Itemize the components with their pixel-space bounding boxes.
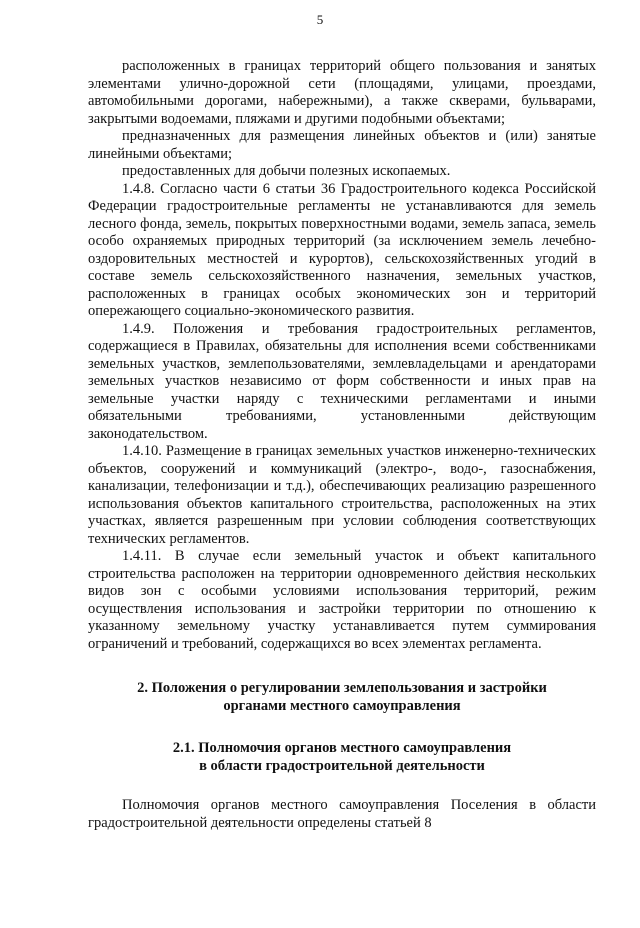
page-number: 5	[316, 12, 324, 27]
paragraph-1-4-11: 1.4.11. В случае если земельный участок и объект капитального строительства расположен на территории одновременного действия нескольких видов зон с особыми условиями использования территорий, режим осуществления использования и застройки территории по отношению к указанному земельному участку устанавливается путем суммирования ограничений и требований, содержащихся во всех элементах регламента.	[88, 548, 596, 652]
paragraph-powers: Полномочия органов местного самоуправления Поселения в области градостроительной деятельности определены статьей 8	[88, 797, 596, 831]
document-body	[88, 58, 596, 832]
section-2-heading-line2: органами местного самоуправления	[223, 697, 461, 714]
section-2-1-heading-line2: в области градостроительной деятельности	[199, 757, 485, 774]
section-2-heading-line1: 2. Положения о регулировании землепользования и застройки	[137, 680, 547, 696]
section-2-heading	[88, 680, 596, 715]
paragraph-1-4-8: 1.4.8. Согласно части 6 статьи 36 Градостроительного кодекса Российской Федерации градостроительные регламенты не устанавливаются для земель лесного фонда, земель, покрытых поверхностными водами, земель запаса, земель особо охраняемых природных территорий (за исключением земель лечебно-оздоровительных местностей и курортов), сельскохозяйственных угодий в составе земель сельскохозяйственного назначения, земельных участков, расположенных в границах особых экономических зон и территорий опережающего социально-экономического развития.	[88, 180, 596, 319]
paragraph-1-4-10: 1.4.10. Размещение в границах земельных участков инженерно-технических объектов, сооружений и коммуникаций (электро-, водо-, газоснабжения, канализации, телефонизации и т.д.), обеспечивающих реализацию разрешенного использования объектов капитального строительства, расположенных на этих участках, является разрешенным при условии соблюдения соответствующих технических регламентов.	[88, 443, 596, 547]
paragraph-public-territories: расположенных в границах территорий общего пользования и занятых элементами улично-дорожной сети (площадями, улицами, проездами, автомобильными дорогами, набережными), а также скверами, бульварами, закрытыми водоемами, пляжами и другими подобными объектами;	[88, 58, 596, 127]
paragraph-mineral-extraction: предоставленных для добычи полезных ископаемых.	[122, 163, 451, 179]
section-2-1-heading-line1: 2.1. Полномочия органов местного самоуправления	[172, 740, 512, 756]
paragraph-linear-objects: предназначенных для размещения линейных объектов и (или) занятые линейными объектами;	[88, 128, 596, 162]
paragraph-1-4-9: 1.4.9. Положения и требования градостроительных регламентов, содержащиеся в Правилах, обязательны для исполнения всеми собственниками земельных участков, землепользователями, землевладельцами и арендаторами земельных участков независимо от форм собственности и иных прав на земельные участки наряду с техническими регламентами и иными обязательными требованиями, установленными действующим законодательством.	[88, 320, 596, 442]
section-2-1-heading	[88, 740, 596, 775]
